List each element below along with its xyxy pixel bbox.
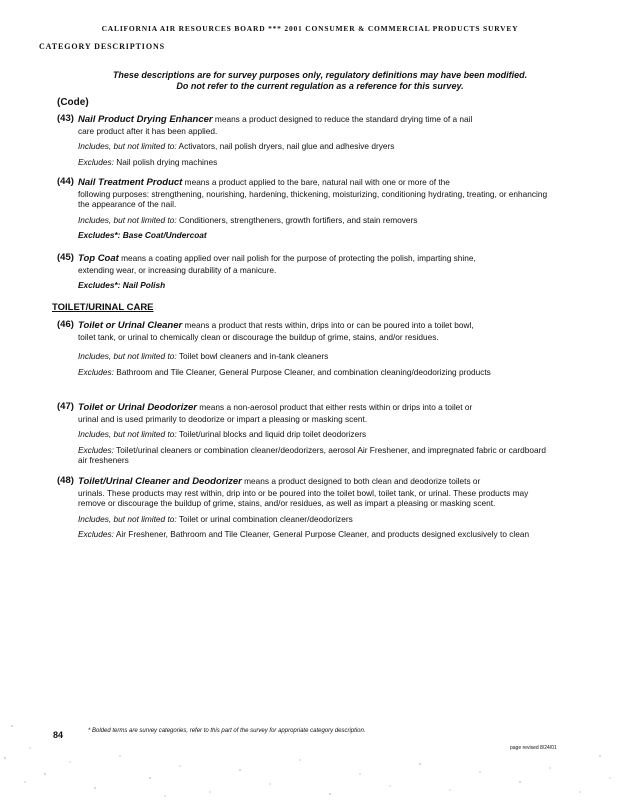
entry-description: means a product designed to reduce the standard drying time of a nail xyxy=(212,114,473,124)
includes-line: Includes, but not limited to: Activators, nail polish dryers, nail glue and adhesive dryers xyxy=(78,141,395,152)
toilet-urinal-care-heading: TOILET/URINAL CARE xyxy=(52,302,154,313)
category-entry-43 xyxy=(57,114,557,167)
excludes-line: Excludes*: Nail Polish xyxy=(78,280,166,291)
entry-number: (45) xyxy=(57,252,74,263)
entry-number: (44) xyxy=(57,176,74,187)
excludes-line: Excludes: Bathroom and Tile Cleaner, General Purpose Cleaner, and combination cleaning/deodorizing products xyxy=(78,366,491,377)
excludes-line: Excludes: Nail polish drying machines xyxy=(78,156,218,167)
footnote: * Bolded terms are survey categories, refer to this part of the survey for appropriate category description. xyxy=(88,728,366,734)
category-entry-46 xyxy=(57,320,557,377)
category-term: Top Coat xyxy=(78,253,119,264)
includes-line: Includes, but not limited to: Toilet bowl cleaners and in-tank cleaners xyxy=(78,351,329,362)
category-term: Toilet or Urinal Cleaner xyxy=(78,320,183,331)
includes-line: Includes, but not limited to: Conditioners, strengtheners, growth fortifiers, and stain removers xyxy=(78,214,418,225)
entry-number: (43) xyxy=(57,113,74,124)
disclaimer-line-1: These descriptions are for survey purposes only, regulatory definitions may have been modified. xyxy=(112,70,528,80)
entry-description: means a product designed to both clean and deodorize toilets or xyxy=(241,476,481,486)
category-term: Nail Treatment Product xyxy=(78,177,183,188)
entry-description-cont: urinals. These products may rest within, drip into or be poured into the toilet bowl, toilet tank, or urinal. These products may remove or discourage the buildup of grime, stains, and/or residues, as well as impart a pleasing or masking scent. xyxy=(78,487,529,509)
includes-line: Includes, but not limited to: Toilet/urinal blocks and liquid drip toilet deodorizers xyxy=(78,429,367,440)
disclaimer xyxy=(60,70,580,92)
category-entry-44 xyxy=(57,177,557,241)
section-heading: CATEGORY DESCRIPTIONS xyxy=(39,42,165,51)
includes-line: Includes, but not limited to: Toilet or urinal combination cleaner/deodorizers xyxy=(78,513,353,524)
entry-description-cont: urinal and is used primarily to deodorize or impart a pleasing or masking scent. xyxy=(78,413,368,424)
entry-number: (46) xyxy=(57,319,74,330)
category-term: Toilet/Urinal Cleaner and Deodorizer xyxy=(78,476,242,487)
entry-description-cont: care product after it has been applied. xyxy=(78,125,218,136)
entry-number: (47) xyxy=(57,401,74,412)
entry-description-cont: extending wear, or increasing durability of a manicure. xyxy=(78,264,277,275)
revision-note: page revised 8/24/01 xyxy=(510,745,557,751)
entry-description: means a coating applied over nail polish for the purpose of protecting the polish, imparting shine, xyxy=(118,253,476,263)
category-entry-48 xyxy=(57,476,557,540)
category-entry-45 xyxy=(57,253,557,291)
category-entry-47 xyxy=(57,402,557,466)
entry-description: means a non-aerosol product that either rests within or drips into a toilet or xyxy=(196,402,473,412)
excludes-line: Excludes: Toilet/urinal cleaners or combination cleaner/deodorizers, aerosol Air Freshener, and impregnated fabric or cardboard air fresheners xyxy=(78,444,546,466)
entry-number: (48) xyxy=(57,475,74,486)
entry-description: means a product that rests within, drips into or can be poured into a toilet bowl, xyxy=(182,320,474,330)
disclaimer-line-2: Do not refer to the current regulation as a reference for this survey. xyxy=(176,81,464,91)
category-term: Nail Product Drying Enhancer xyxy=(78,114,213,125)
entry-description-cont: following purposes: strengthening, nourishing, hardening, thickening, moisturizing, conditioning hydrating, treating, or enhancing the appearance of the nail. xyxy=(78,188,548,210)
entry-description-cont: toilet tank, or urinal to chemically clean or discourage the buildup of grime, stains, and/or residues. xyxy=(78,331,439,342)
scan-noise xyxy=(0,708,619,800)
excludes-line: Excludes*: Base Coat/Undercoat xyxy=(78,230,207,241)
page-number: 84 xyxy=(53,730,64,740)
category-term: Toilet or Urinal Deodorizer xyxy=(78,402,197,413)
code-label: (Code) xyxy=(57,97,89,108)
excludes-line: Excludes: Air Freshener, Bathroom and Tile Cleaner, General Purpose Cleaner, and products designed exclusively to clean xyxy=(78,529,530,540)
running-header: CALIFORNIA AIR RESOURCES BOARD *** 2001 CONSUMER & COMMERCIAL PRODUCTS SURVEY xyxy=(101,24,519,33)
entry-description: means a product applied to the bare, natural nail with one or more of the xyxy=(182,177,450,187)
